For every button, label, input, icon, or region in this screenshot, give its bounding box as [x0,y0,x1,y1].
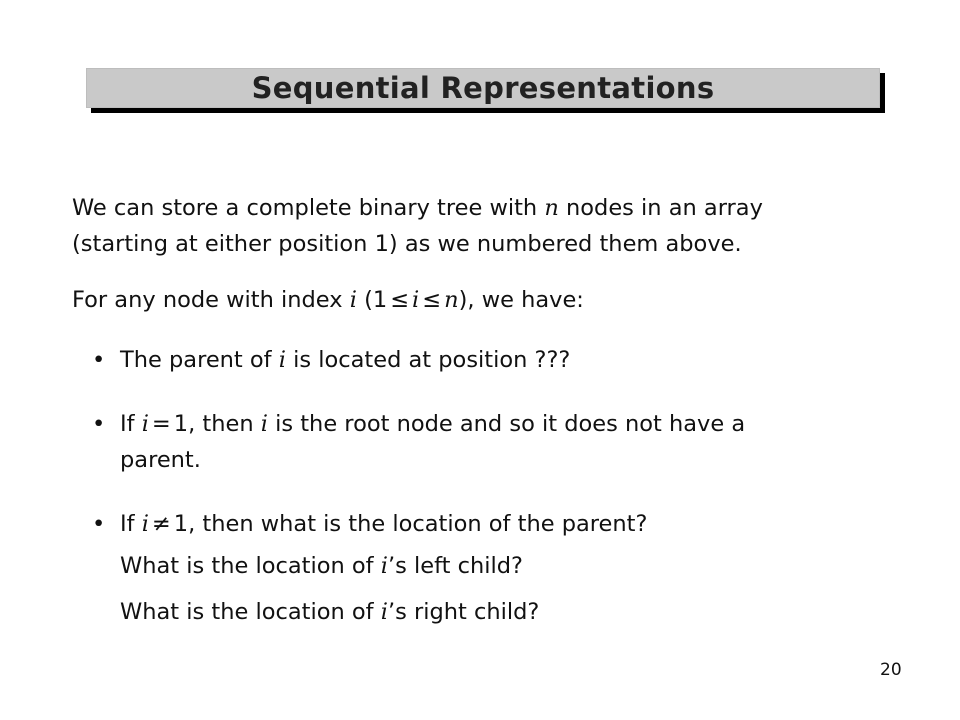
text: If [120,511,135,537]
var-i: i [260,411,268,437]
var-i: i [380,599,388,625]
text: is the root node and so it does not have a [275,411,746,437]
var-i: i [141,511,149,537]
text: 1, then what is the location of the parent? [173,511,648,537]
var-i: i [278,347,286,373]
bullet-2-line-1 [120,406,745,442]
leq-symbol: ≤ [422,287,442,313]
text: We can store a complete binary tree with [72,195,538,221]
bullet-dot: • [92,347,106,373]
paragraph-1-line-2: (starting at either position 1) as we numbered them above. [72,231,742,257]
text: ’s right child? [387,599,540,625]
bullet-3-question-3 [120,594,539,630]
var-i: i [412,287,420,313]
var-n: n [444,287,459,313]
text: The parent of [120,347,272,373]
text: What is the location of [120,553,374,579]
title-banner [86,68,880,110]
var-i: i [380,553,388,579]
bullet-3-question-2 [120,548,523,584]
bullet-3-line-1 [120,506,647,542]
text: ’s left child? [387,553,523,579]
paragraph-1-line-1 [72,190,763,226]
leq-symbol: ≤ [390,287,410,313]
bullet-2-line-2: parent. [120,447,201,473]
var-n: n [544,195,559,221]
bullet-1 [120,342,570,378]
text: (1 [364,287,388,313]
text: If [120,411,135,437]
var-i: i [141,411,149,437]
text: is located at position ??? [293,347,571,373]
paragraph-2 [72,282,584,318]
title-box [86,68,880,108]
neq-symbol: ≠ [151,511,171,537]
text: For any node with index [72,287,343,313]
text: 1, then [173,411,254,437]
text: nodes in an array [566,195,763,221]
page-number: 20 [880,660,902,680]
slide-title: Sequential Representations [251,71,715,105]
text: ), we have: [458,287,584,313]
bullet-dot: • [92,411,106,437]
text: What is the location of [120,599,374,625]
eq-symbol: = [151,411,171,437]
bullet-dot: • [92,511,106,537]
var-i: i [349,287,357,313]
